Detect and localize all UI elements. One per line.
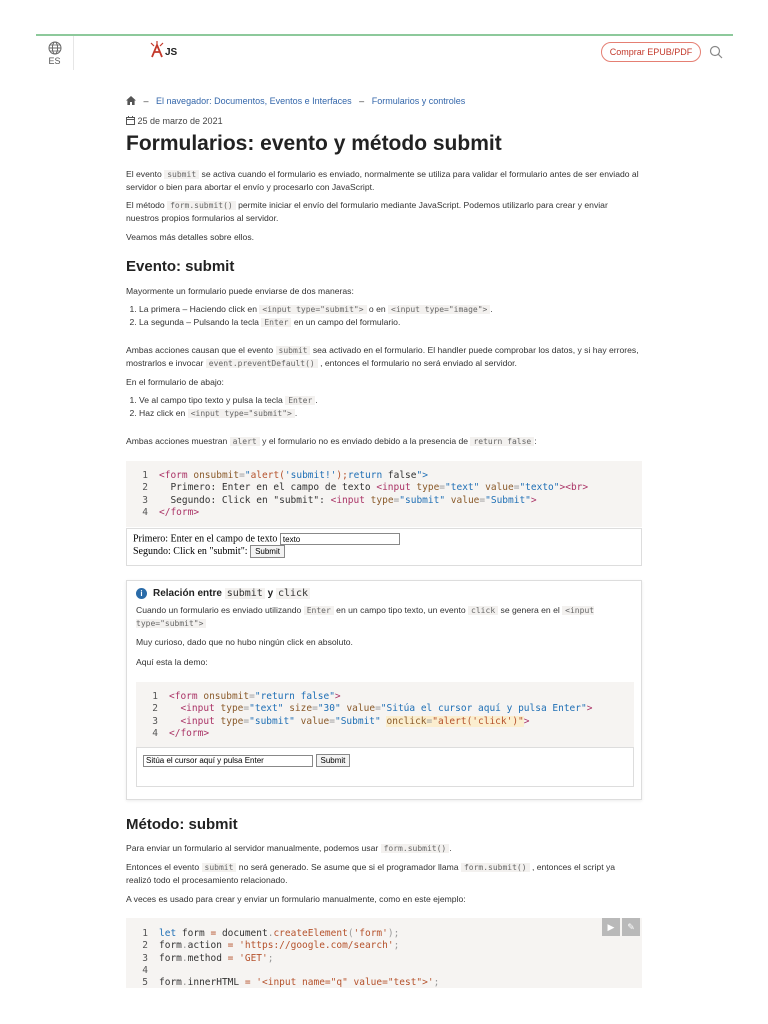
breadcrumb [126, 96, 465, 106]
language-code: ES [48, 56, 61, 66]
code-line: 1 <form onsubmit="return false"> [152, 691, 341, 702]
note-paragraph-1: Cuando un formulario es enviado utilizando Enter en un campo tipo texto, un evento click se genera en el <input type="submit"> [136, 605, 595, 628]
demo-text-input[interactable] [143, 755, 313, 767]
demo-submit-button[interactable]: Submit [316, 754, 351, 767]
search-icon[interactable] [709, 45, 723, 59]
section-heading-event: Evento: submit [126, 258, 235, 275]
globe-icon [48, 41, 62, 55]
code-line: 4 </form> [152, 727, 210, 739]
note-paragraph-3: Aquí esta la demo: [136, 657, 208, 667]
demo-form-2 [136, 747, 634, 787]
language-switcher[interactable] [36, 36, 74, 70]
show-alert-paragraph: Ambas acciones muestran alert y el formulario no es enviado debido a la presencia de return false : [126, 436, 537, 446]
method-paragraph-3: A veces es usado para crear y enviar un formulario manualmente, como en este ejemplo: [126, 894, 466, 904]
code-line: 4 </form> [142, 506, 200, 518]
code-line: 2 form.action = 'https://google.com/search'; [142, 940, 400, 952]
code-toolbar [602, 918, 642, 936]
demo-submit-button[interactable]: Submit [250, 545, 285, 558]
code-block-3 [126, 918, 642, 988]
below-form-text: En el formulario de abajo: [126, 377, 224, 387]
code-line: 1 <form onsubmit="alert('submit!');return false"> [142, 470, 428, 481]
publish-date: 25 de marzo de 2021 [126, 116, 223, 126]
method-paragraph-1: Para enviar un formulario al servidor manualmente, podemos usar form.submit() . [126, 843, 452, 853]
logo-icon [149, 41, 165, 59]
code-line: 2 Primero: Enter en el campo de texto <input type="text" value="texto"><br> [142, 482, 589, 494]
home-icon[interactable] [126, 96, 136, 105]
code-line: 5 form.innerHTML = '<input name="q" value="test">'; [142, 977, 440, 988]
calendar-icon [126, 116, 135, 125]
demo-form-1: Primero: Enter en el campo de texto texto Segundo: Click en "submit": Submit [126, 528, 642, 566]
method-paragraph-2: Entonces el evento submit no será generado. Se asume que si el programador llama form.submit() , entonces el script ya realizó todo el procesamiento relacionado. [126, 862, 616, 885]
ways-list [126, 303, 642, 329]
list-item: 1. Ve al campo tipo texto y pulsa la tecla Enter . [139, 394, 642, 407]
code-line: 4 [142, 964, 148, 976]
buy-epub-pdf-button[interactable]: Comprar EPUB/PDF [601, 42, 701, 62]
breadcrumb-forms[interactable]: Formularios y controles [371, 96, 466, 106]
intro-paragraph-3: Veamos más detalles sobre ellos. [126, 232, 255, 242]
ways-intro: Mayormente un formulario puede enviarse de dos maneras: [126, 286, 354, 296]
note-paragraph-2: Muy curioso, dado que no hubo ningún click en absoluto. [136, 637, 353, 647]
logo-text: JS [165, 47, 178, 58]
top-bar [36, 34, 733, 70]
section-heading-method: Método: submit [126, 816, 238, 833]
code-line: 3 <input type="submit" value="Submit" onclick="alert('click')"> [152, 715, 530, 727]
steps-list [126, 394, 642, 420]
info-icon: i [136, 588, 147, 599]
info-note [126, 580, 642, 800]
intro-paragraph-2: El método form.submit() permite iniciar el envío del formulario mediante JavaScript. Podemos utilizarlo para crear y enviar nuestros propios formularios al servidor. [126, 200, 608, 223]
code-highlight: onclick="alert('click')" [386, 715, 524, 727]
breadcrumb-browser[interactable]: El navegador: Documentos, Eventos e Interfaces [156, 96, 352, 106]
list-item: 2. Haz click en <input type="submit"> . [139, 407, 642, 420]
page-title: Formularios: evento y método submit [126, 132, 502, 155]
edit-icon[interactable]: ✎ [622, 918, 640, 936]
code-line: 3 Segundo: Click en "submit": <input type="submit" value="Submit"> [142, 494, 537, 506]
demo-text-input[interactable] [280, 533, 400, 545]
intro-paragraph-1: El evento submit se activa cuando el formulario es enviado, normalmente se utiliza para validar el formulario antes de ser enviado al servidor o bien para abortar el envío y procesarlo con JavaScript. [126, 169, 639, 192]
note-code-block [136, 682, 634, 748]
code-line: 3 form.method = 'GET'; [142, 952, 274, 964]
list-item: 2. La segunda – Pulsando la tecla Enter en un campo del formulario. [139, 316, 642, 329]
code-line: 1 let form = document.createElement('form'); [142, 928, 400, 939]
run-icon[interactable]: ▶ [602, 918, 620, 936]
note-title: i Relación entre submit y click [136, 588, 310, 599]
both-actions-paragraph: Ambas acciones causan que el evento submit sea activado en el formulario. El handler puede comprobar los datos, y si hay errores, mostrarlos e invocar event.preventDefault() , entonces el formulario no será enviado al servidor. [126, 345, 639, 368]
breadcrumb-separator: – [143, 96, 149, 106]
code-block-1 [126, 461, 642, 527]
code-line: 2 <input type="text" size="30" value="Sitúa el cursor aquí y pulsa Enter"> [152, 703, 593, 715]
breadcrumb-separator: – [359, 96, 365, 106]
list-item: 1. La primera – Haciendo click en <input type="submit"> o en <input type="image"> . [139, 303, 642, 316]
